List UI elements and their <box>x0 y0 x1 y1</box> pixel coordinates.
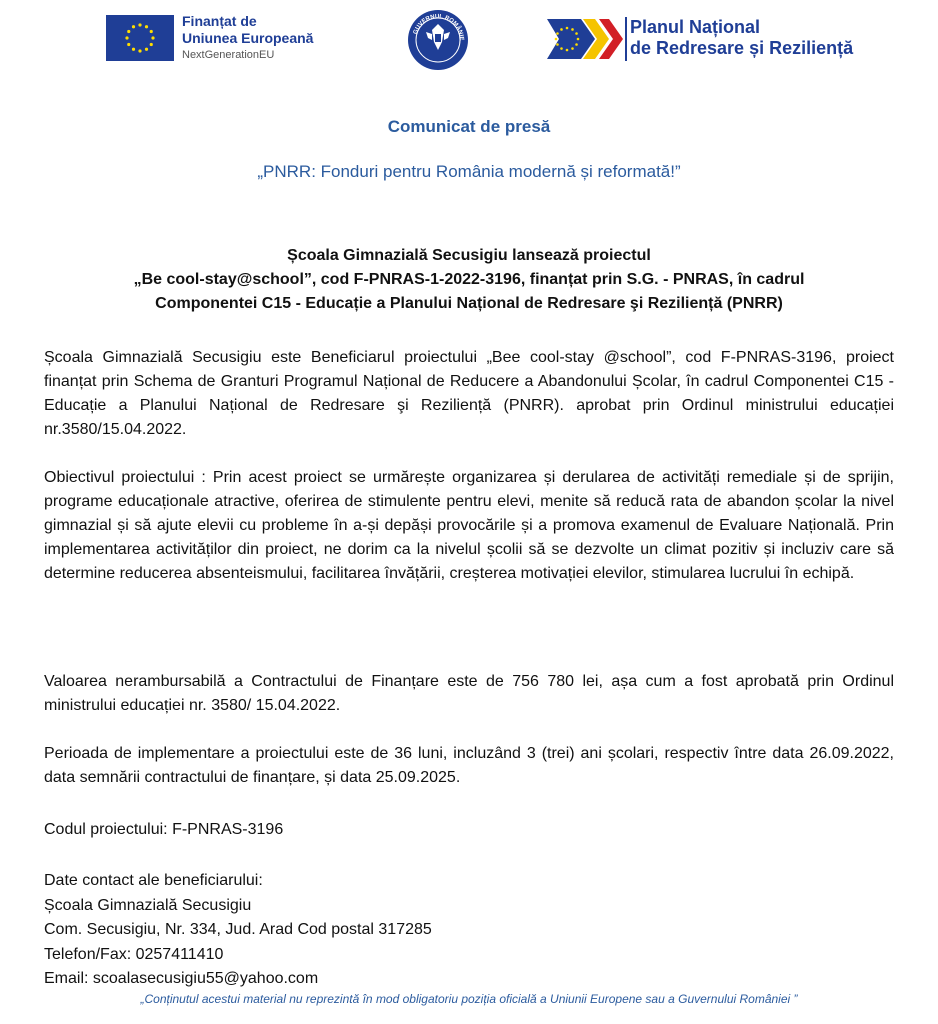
paragraph-beneficiary: Școala Gimnazială Secusigiu este Beneficiarul proiectului „Bee cool-stay @school”, cod F-PNRAS-3196, proiect finanțat prin Schema de Granturi Programul Național de Reducere a Abandonului Școlar, în cadrul Componentei C15 - Educație a Planului Național de Redresare şi Reziliență (PNRR). aprobat prin Ordinul ministrului educației nr.3580/15.04.2022. <box>44 349 894 438</box>
headline-line1: Școala Gimnazială Secusigiu lansează proiectul <box>287 247 651 264</box>
eu-star <box>145 25 148 28</box>
eu-star <box>575 32 578 35</box>
paragraph-value: Valoarea nerambursabilă a Contractului de Finanțare este de 756 780 lei, așa cum a fost aprobată prin Ordinul ministrului educației nr. 3580/ 15.04.2022. <box>44 673 894 714</box>
eu-star <box>571 28 574 31</box>
contact-name: Școala Gimnazială Secusigiu <box>44 896 252 914</box>
eu-star <box>566 49 569 52</box>
eu-star <box>555 38 558 41</box>
press-release-subtitle: „PNRR: Fonduri pentru România modernă și reformată!” <box>257 162 681 181</box>
eu-logo-line3: NextGenerationEU <box>182 49 275 61</box>
disclaimer-footer: „Conținutul acestui material nu reprezintă în mod obligatoriu poziția oficială a Uniunii Europene sau a Guvernului României ” <box>140 992 798 1006</box>
pnrr-logo-line1: Planul Național <box>630 17 761 37</box>
contact-phone: Telefon/Fax: 0257411410 <box>44 945 224 963</box>
headline-line3: Componentei C15 - Educație a Planului Național de Redresare şi Reziliență (PNRR) <box>155 295 783 312</box>
eu-star <box>145 48 148 51</box>
eu-logo-line2: Uniunea Europeană <box>182 30 314 46</box>
eu-flag-icon <box>106 15 174 61</box>
pnrr-logo-text <box>630 17 853 59</box>
header-logos <box>0 0 938 90</box>
eu-star <box>138 23 141 26</box>
contact-block <box>44 869 432 992</box>
headline <box>44 244 894 316</box>
eu-star <box>127 43 130 46</box>
paragraph-period: Perioada de implementare a proiectului este de 36 luni, incluzând 3 (trei) ani școlari, respectiv între data 26.09.2022, data semnării contractului de finanțare, și data 25.09.2025. <box>44 745 894 786</box>
eu-star <box>125 36 128 39</box>
eu-star <box>150 43 153 46</box>
eu-star <box>560 47 563 50</box>
contact-address: Com. Secusigiu, Nr. 334, Jud. Arad Cod postal 317285 <box>44 921 432 938</box>
eu-logo-text <box>182 13 313 63</box>
government-seal-text: GUVERNUL ROMÂNIE <box>412 13 465 41</box>
eu-star <box>577 38 580 41</box>
government-seal-icon <box>406 8 470 72</box>
pnrr-logo-icon <box>547 17 625 61</box>
eu-star <box>127 30 130 33</box>
eu-star <box>138 49 141 52</box>
paragraph-project-code: Codul proiectului: F-PNRAS-3196 <box>44 821 284 838</box>
pnrr-logo-line2: de Redresare și Reziliență <box>630 38 854 58</box>
eu-star <box>556 32 559 35</box>
paragraph-objective: Obiectivul proiectului : Prin acest proiect se urmărește organizarea și derularea de activități remediale și de sprijin, programe educaționale atractive, oferirea de stimulente pentru elevi, menite să reducă rata de abandon școlar la nivel gimnazial și să ajute elevii cu probleme în a-și depăși provocările și a promova examenul de Evaluare Națională. Prin implementarea activităților din proiect, ne dorim ca la nivelul școlii să se dezvolte un climat pozitiv și incluziv care să determine reducerea absenteismului, facilitarea învățării, creșterea motivației elevilor, stimularea lucrului în echipă. <box>44 469 894 582</box>
headline-line2: „Be cool-stay@school”, cod F-PNRAS-1-2022-3196, finanțat prin S.G. - PNRAS, în cadrul <box>133 271 805 288</box>
eu-logo-line1: Finanțat de <box>182 13 257 29</box>
eu-star <box>151 36 154 39</box>
contact-email: Email: scoalasecusigiu55@yahoo.com <box>44 970 319 987</box>
eu-star <box>150 30 153 33</box>
eu-star <box>575 43 578 46</box>
eu-star <box>571 47 574 50</box>
eu-star <box>560 28 563 31</box>
eu-star <box>132 48 135 51</box>
contact-heading: Date contact ale beneficiarului: <box>44 872 263 889</box>
eu-star <box>566 27 569 30</box>
press-release-title: Comunicat de presă <box>387 117 551 136</box>
eu-star <box>556 43 559 46</box>
eu-star <box>132 25 135 28</box>
pnrr-divider <box>625 17 627 61</box>
